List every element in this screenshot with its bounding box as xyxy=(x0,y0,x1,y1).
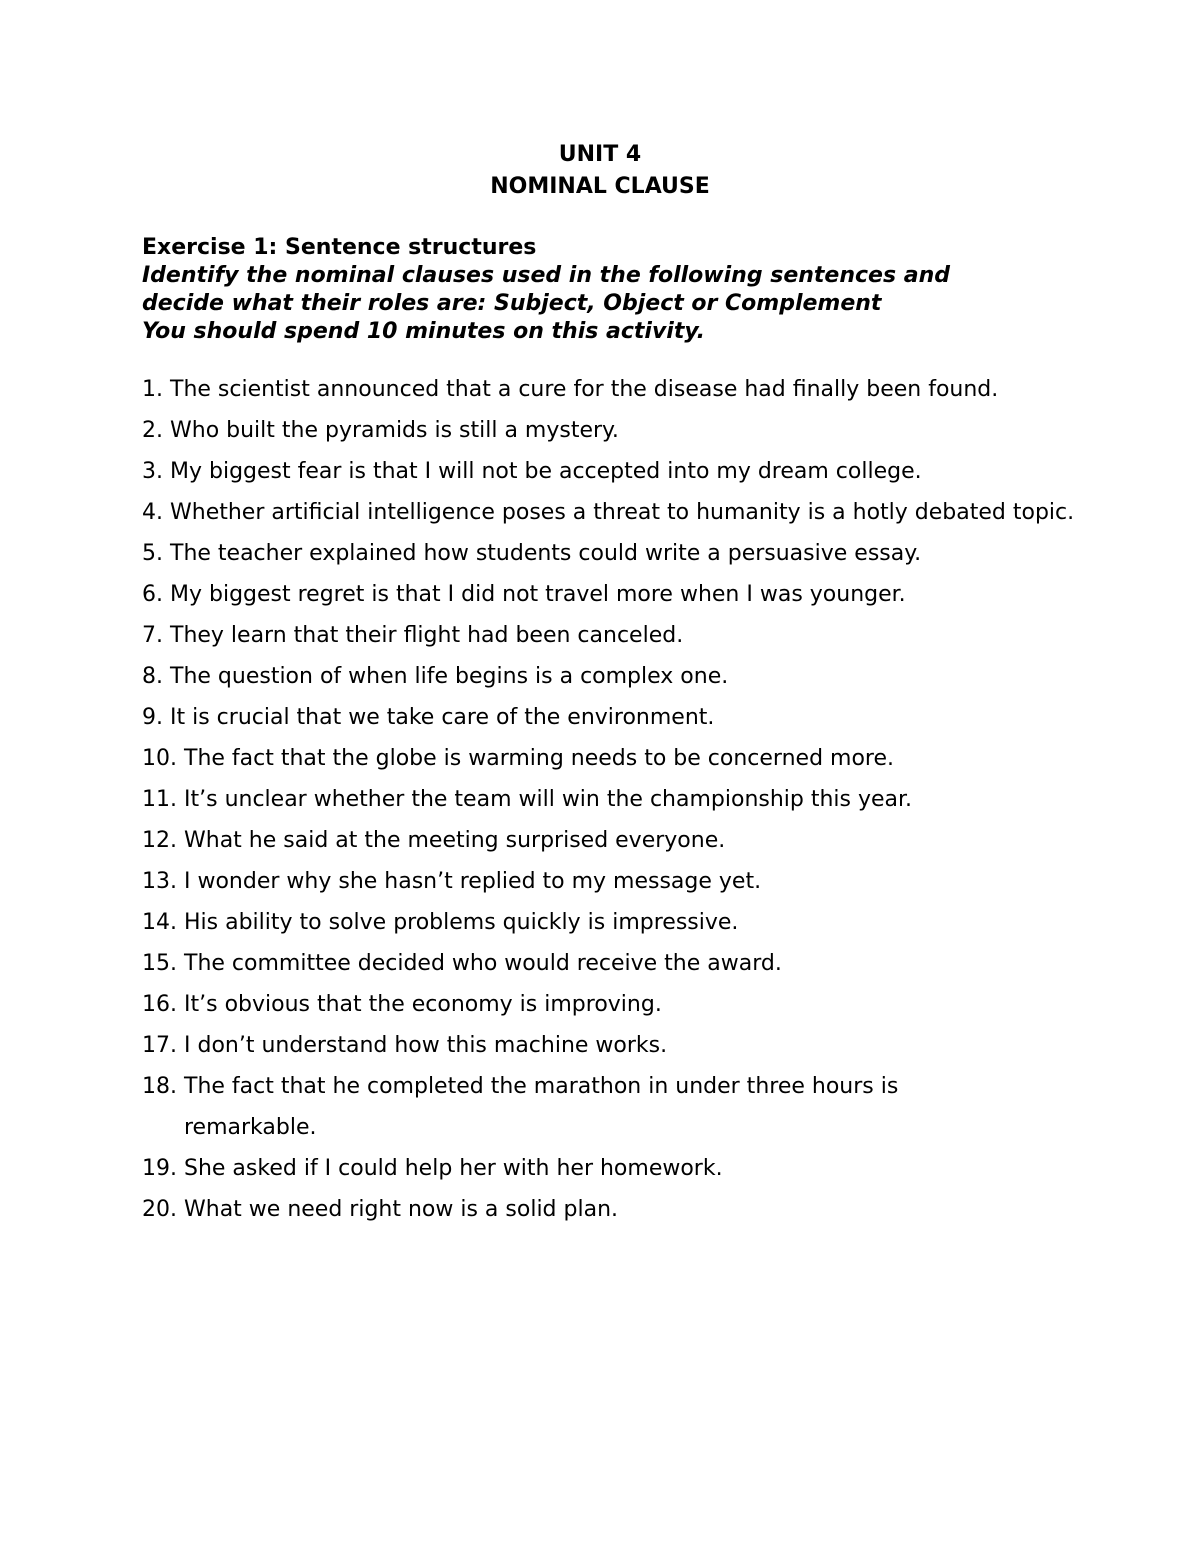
question-text: His ability to solve problems quickly is impressive. xyxy=(184,910,739,935)
question-text: The fact that he completed the marathon in under three hours is remarkable. xyxy=(184,1074,899,1140)
question-item xyxy=(142,902,1122,943)
instruction-line: decide what their roles are: Subject, Object or Complement xyxy=(142,291,882,316)
question-number: 1. xyxy=(142,377,163,402)
question-item xyxy=(142,1189,1122,1230)
question-text: What we need right now is a solid plan. xyxy=(184,1197,619,1222)
question-number: 10. xyxy=(142,746,177,771)
question-item xyxy=(142,943,1122,984)
question-text: Whether artificial intelligence poses a threat to humanity is a hotly debated topic. xyxy=(170,500,1075,525)
question-number: 3. xyxy=(142,459,163,484)
question-number: 14. xyxy=(142,910,177,935)
question-number: 13. xyxy=(142,869,177,894)
exercise-section xyxy=(142,234,1142,346)
question-text: I don’t understand how this machine works. xyxy=(184,1033,668,1058)
question-item xyxy=(142,574,1122,615)
question-text: The question of when life begins is a complex one. xyxy=(170,664,729,689)
unit-title: UNIT 4 xyxy=(558,142,642,167)
question-number: 4. xyxy=(142,500,163,525)
question-item xyxy=(142,492,1122,533)
question-item xyxy=(142,779,1122,820)
question-item xyxy=(142,861,1122,902)
question-item xyxy=(142,1066,1122,1148)
question-number: 2. xyxy=(142,418,163,443)
question-item xyxy=(142,656,1122,697)
question-text: I wonder why she hasn’t replied to my message yet. xyxy=(184,869,762,894)
question-number: 18. xyxy=(142,1074,177,1099)
question-number: 9. xyxy=(142,705,163,730)
question-text: The committee decided who would receive the award. xyxy=(184,951,782,976)
question-text: It’s obvious that the economy is improving. xyxy=(184,992,662,1017)
question-text: Who built the pyramids is still a mystery. xyxy=(170,418,619,443)
question-number: 8. xyxy=(142,664,163,689)
question-text: What he said at the meeting surprised everyone. xyxy=(184,828,726,853)
question-number: 6. xyxy=(142,582,163,607)
question-number: 12. xyxy=(142,828,177,853)
question-text: The scientist announced that a cure for the disease had finally been found. xyxy=(170,377,999,402)
question-number: 16. xyxy=(142,992,177,1017)
question-item xyxy=(142,533,1122,574)
question-number: 7. xyxy=(142,623,163,648)
question-text: It’s unclear whether the team will win the championship this year. xyxy=(184,787,913,812)
question-number: 19. xyxy=(142,1156,177,1181)
instruction-line: You should spend 10 minutes on this activity. xyxy=(142,319,706,344)
question-item xyxy=(142,738,1122,779)
question-text: It is crucial that we take care of the environment. xyxy=(170,705,715,730)
question-number: 15. xyxy=(142,951,177,976)
instruction-line: Identify the nominal clauses used in the following sentences and xyxy=(142,263,950,288)
question-number: 11. xyxy=(142,787,177,812)
question-item xyxy=(142,984,1122,1025)
question-text: My biggest fear is that I will not be accepted into my dream college. xyxy=(170,459,922,484)
question-text: The fact that the globe is warming needs to be concerned more. xyxy=(184,746,895,771)
question-item xyxy=(142,1148,1122,1189)
question-text: She asked if I could help her with her homework. xyxy=(184,1156,723,1181)
question-item xyxy=(142,1025,1122,1066)
question-text: The teacher explained how students could write a persuasive essay. xyxy=(170,541,922,566)
question-number: 17. xyxy=(142,1033,177,1058)
question-item xyxy=(142,369,1122,410)
topic-title: NOMINAL CLAUSE xyxy=(490,174,710,199)
title-block xyxy=(0,139,1200,203)
question-item xyxy=(142,451,1122,492)
question-item xyxy=(142,697,1122,738)
question-text: My biggest regret is that I did not travel more when I was younger. xyxy=(170,582,906,607)
question-number: 20. xyxy=(142,1197,177,1222)
question-text: They learn that their flight had been canceled. xyxy=(170,623,684,648)
question-number: 5. xyxy=(142,541,163,566)
question-item xyxy=(142,410,1122,451)
exercise-heading: Exercise 1: Sentence structures xyxy=(142,235,537,260)
question-item xyxy=(142,615,1122,656)
question-list xyxy=(142,369,1122,1230)
question-item xyxy=(142,820,1122,861)
